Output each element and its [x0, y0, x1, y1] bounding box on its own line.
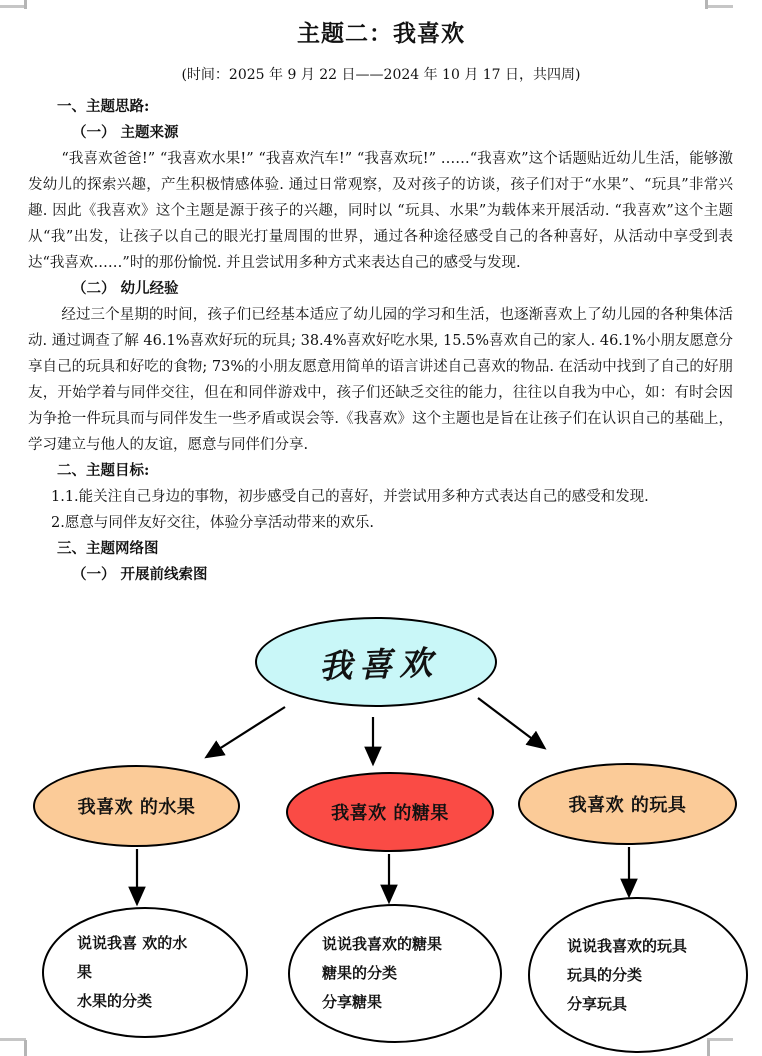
- time-range-subtitle: (时间：2025 年 9 月 22 日——2024 年 10 月 17 日，共四周): [181, 67, 581, 83]
- leaf-line: 玩具的分类: [567, 965, 643, 984]
- node-leaf-fruit-activities: [42, 907, 248, 1038]
- theme-network-diagram: [0, 600, 762, 1054]
- node-branch-toy-label: 我喜欢 的玩具: [568, 795, 687, 816]
- subheading-theme-source: （一） 主题来源: [72, 124, 179, 141]
- heading-theme-idea: 一、主题思路:: [57, 98, 150, 115]
- leaf-line: 果: [77, 963, 93, 981]
- node-root-label: 我喜欢: [318, 642, 440, 686]
- node-branch-fruit: [33, 765, 240, 847]
- leaf-line: 糖果的分类: [322, 964, 398, 982]
- paragraph-child-experience: 经过三个星期的时间，孩子们已经基本适应了幼儿园的学习和生活，也逐渐喜欢上了幼儿园的各种集体活动. 通过调查了解 46.1%喜欢好玩的玩具; 38.4%喜欢好吃水果, 15.5%喜欢自己的家人. 46.1%小朋友愿意分享自己的玩具和好吃的食物; 73%的小朋友愿意用简单的语言讲述自己喜欢的物品. 在活动中找到了自己的好朋友，开始学着与同伴交往，但在和同伴游戏中，孩子们还缺乏交往的能力，往往以自我为中心，如：有时会因为争抢一件玩具而与同伴发生一些矛盾或误会等.《我喜欢》这个主题也是旨在让孩子们在认识自己的基础上，学习建立与他人的友谊，愿意与同伴们分享.: [28, 307, 733, 453]
- leaf-line: 水果的分类: [77, 992, 153, 1010]
- leaf-line: 说说我喜欢的糖果: [322, 935, 443, 953]
- goal-item-2: 2.愿意与同伴友好交往，体验分享活动带来的欢乐.: [51, 515, 374, 531]
- arrow-root-to-fruit: [208, 707, 285, 756]
- subheading-child-experience: （二） 幼儿经验: [72, 280, 179, 297]
- document-body: [0, 94, 762, 588]
- page-title: 主题二：我喜欢: [297, 21, 465, 47]
- subheading-clue-map: （一） 开展前线索图: [72, 566, 208, 583]
- paragraph-theme-source: “我喜欢爸爸!” “我喜欢水果!” “我喜欢汽车!” “我喜欢玩!” ……“我喜欢”这个话题贴近幼儿生活，能够激发幼儿的探索兴趣，产生积极情感体验. 通过日常观察，及对孩子的访谈，孩子们对于“水果”、“玩具”非常兴趣. 因此《我喜欢》这个主题是源于孩子的兴趣，同时以 “玩具、水果”为载体来开展活动. “我喜欢”这个主题从“我”出发，让孩子以自己的眼光打量周围的世界，通过各种途径感受自己的各种喜好，从活动中享受到表达“我喜欢……”时的那份愉悦. 并且尝试用多种方式来表达自己的感受与发现.: [28, 151, 733, 271]
- leaf-line: 分享糖果: [322, 993, 383, 1011]
- heading-theme-network: 三、主题网络图: [57, 540, 159, 557]
- node-branch-candy: [286, 772, 494, 852]
- node-branch-candy-label: 我喜欢 的糖果: [331, 803, 449, 824]
- heading-theme-goals: 二、主题目标:: [57, 462, 150, 479]
- node-leaf-candy-activities: [288, 904, 502, 1043]
- node-leaf-toy-activities: [528, 897, 748, 1053]
- leaf-line: 说说我喜欢的玩具: [567, 936, 688, 955]
- node-branch-fruit-label: 我喜欢 的水果: [77, 797, 196, 818]
- arrow-root-to-toy: [478, 698, 543, 747]
- goal-item-1: 1.1.能关注自己身边的事物，初步感受自己的喜好，并尝试用多种方式表达自己的感受和发现.: [51, 489, 649, 505]
- node-root-i-like: [255, 617, 497, 707]
- leaf-line: 说说我喜 欢的水: [77, 934, 188, 952]
- node-branch-toy: [518, 763, 737, 845]
- leaf-line: 分享玩具: [567, 994, 628, 1013]
